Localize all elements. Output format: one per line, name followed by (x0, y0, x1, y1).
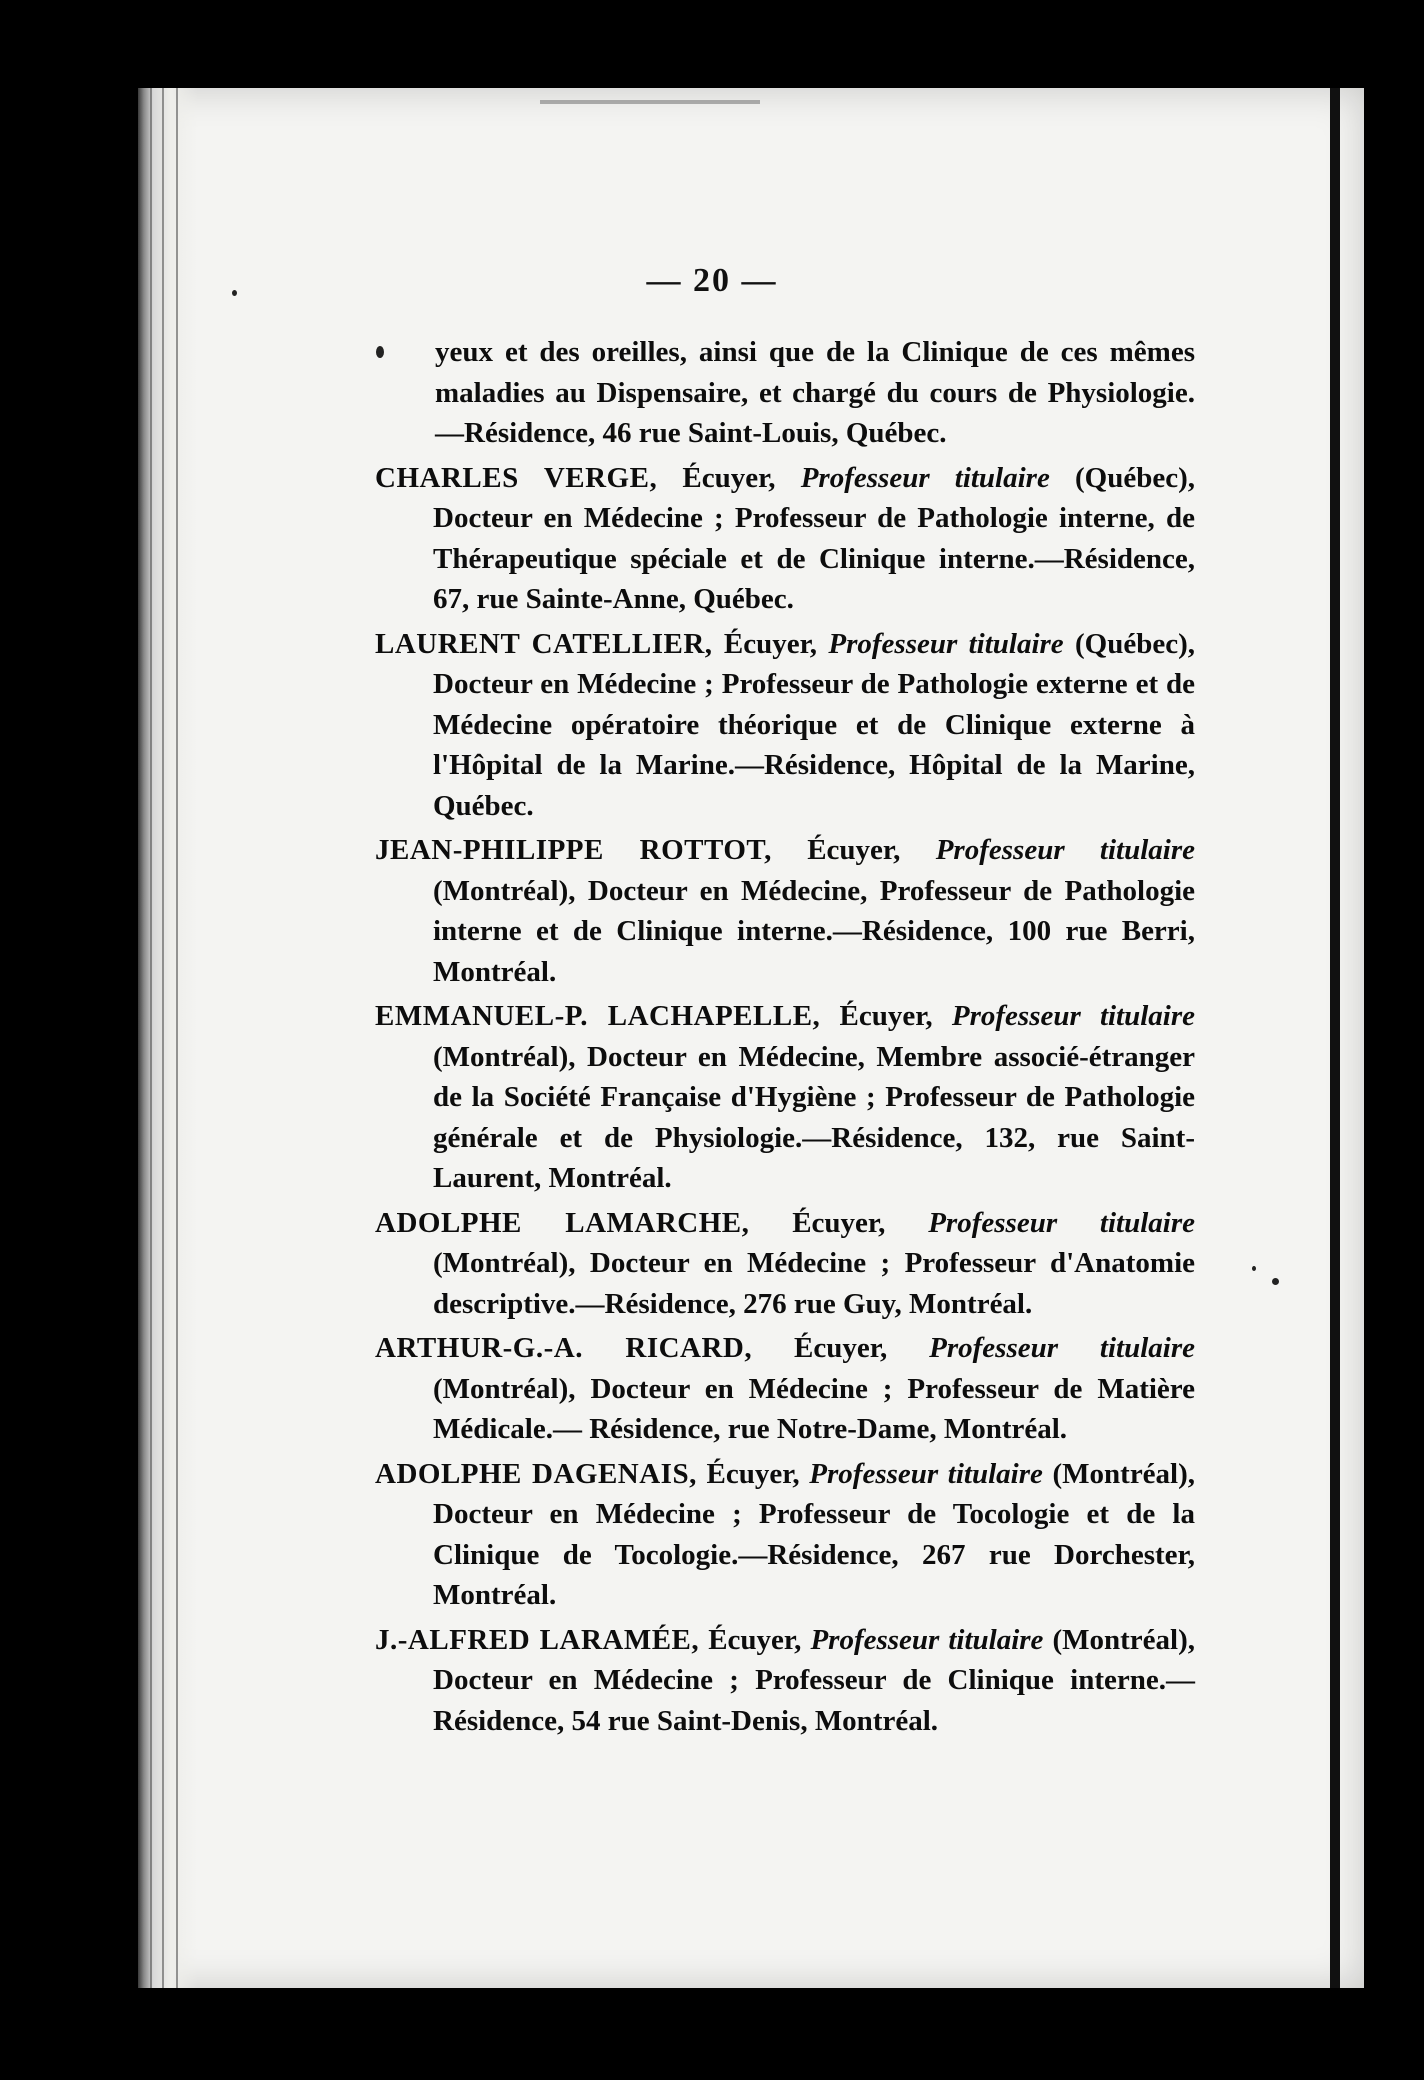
ink-speck (1252, 1266, 1256, 1271)
faculty-entry (375, 1203, 1195, 1325)
faculty-entry (375, 1328, 1195, 1450)
professor-title: Professeur titulaire (828, 627, 1064, 660)
professor-rank: Écuyer, (807, 834, 901, 866)
professor-details: (Montréal), Docteur en Médecine, Professeur de Pathologie interne et de Clinique interne.—Résidence, 100 rue Berri, Montréal. (433, 874, 1195, 988)
professor-name: LAURENT CATELLIER, (375, 627, 713, 660)
professor-name: CHARLES VERGE, (375, 461, 658, 494)
page-spine-shadow (138, 88, 198, 1988)
professor-name: ARTHUR-G.-A. RICARD, (375, 1332, 753, 1364)
professor-rank: Écuyer, (682, 461, 776, 494)
professor-name: J.-ALFRED LARAMÉE, (375, 1623, 700, 1656)
professor-title: Professeur titulaire (929, 1332, 1195, 1364)
faculty-entry (375, 1620, 1195, 1742)
faculty-entry (375, 458, 1195, 620)
faculty-entry (375, 1454, 1195, 1616)
professor-details: (Québec), Docteur en Médecine ; Professeur de Pathologie interne, de Thérapeutique spéciale et de Clinique interne.—Résidence, 67, rue Sainte-Anne, Québec. (433, 461, 1195, 615)
professor-name: ADOLPHE DAGENAIS, (375, 1457, 697, 1490)
page-body (375, 332, 1195, 1745)
faculty-entry (375, 624, 1195, 827)
professor-rank: Écuyer, (792, 1206, 886, 1239)
ink-speck (1272, 1278, 1279, 1285)
faculty-entry (375, 996, 1195, 1199)
professor-rank: Écuyer, (706, 1457, 800, 1490)
professor-details: (Montréal), Docteur en Médecine, Membre associé-étranger de la Société Française d'Hygiène ; Professeur de Pathologie générale et de Physiologie.—Résidence, 132, rue Saint-Laurent, Montréal. (433, 1040, 1195, 1194)
professor-details: (Montréal), Docteur en Médecine ; Professeur de Matière Médicale.— Résidence, rue Notre-Dame, Montréal. (433, 1372, 1195, 1445)
professor-rank: Écuyer, (794, 1332, 888, 1364)
professor-details: (Montréal), Docteur en Médecine ; Professeur de Clinique interne.—Résidence, 54 rue Saint-Denis, Montréal. (433, 1623, 1196, 1737)
faculty-entry (375, 830, 1195, 992)
professor-title: Professeur titulaire (809, 1457, 1043, 1490)
spine-line (176, 88, 178, 1988)
bleed-through-rule (540, 100, 760, 104)
opening-paragraph: yeux et des oreilles, ainsi que de la Clinique de ces mêmes maladies au Dispensaire, et chargé du cours de Physiologie.—Résidence, 46 rue Saint-Louis, Québec. (435, 336, 1195, 449)
professor-details: (Montréal), Docteur en Médecine ; Professeur d'Anatomie descriptive.—Résidence, 276 rue Guy, Montréal. (433, 1247, 1195, 1320)
professor-title: Professeur titulaire (928, 1206, 1195, 1239)
professor-title: Professeur titulaire (935, 834, 1196, 866)
professor-name: ADOLPHE LAMARCHE, (375, 1206, 750, 1239)
spine-line (150, 88, 152, 1988)
professor-title: Professeur titulaire (810, 1623, 1044, 1656)
professor-name: EMMANUEL-P. LACHAPELLE, (375, 1000, 821, 1032)
spine-line (162, 88, 164, 1988)
page-number: — 20 — (646, 262, 778, 299)
professor-details: (Québec), Docteur en Médecine ; Professeur de Pathologie externe et de Médecine opératoire théorique et de Clinique externe à l'Hôpital de la Marine.—Résidence, Hôpital de la Marine, Québec. (433, 627, 1195, 822)
professor-details: (Montréal), Docteur en Médecine ; Professeur de Tocologie et de la Clinique de Tocologie.—Résidence, 267 rue Dorchester, Montréal. (433, 1457, 1196, 1611)
professor-rank: Écuyer, (708, 1623, 802, 1656)
professor-rank: Écuyer, (723, 627, 818, 660)
professor-title: Professeur titulaire (951, 1000, 1196, 1032)
page-right-edge (1330, 88, 1340, 1988)
professor-name: JEAN-PHILIPPE ROTTOT, (375, 834, 772, 866)
professor-rank: Écuyer, (839, 1000, 933, 1032)
professor-title: Professeur titulaire (800, 461, 1050, 494)
